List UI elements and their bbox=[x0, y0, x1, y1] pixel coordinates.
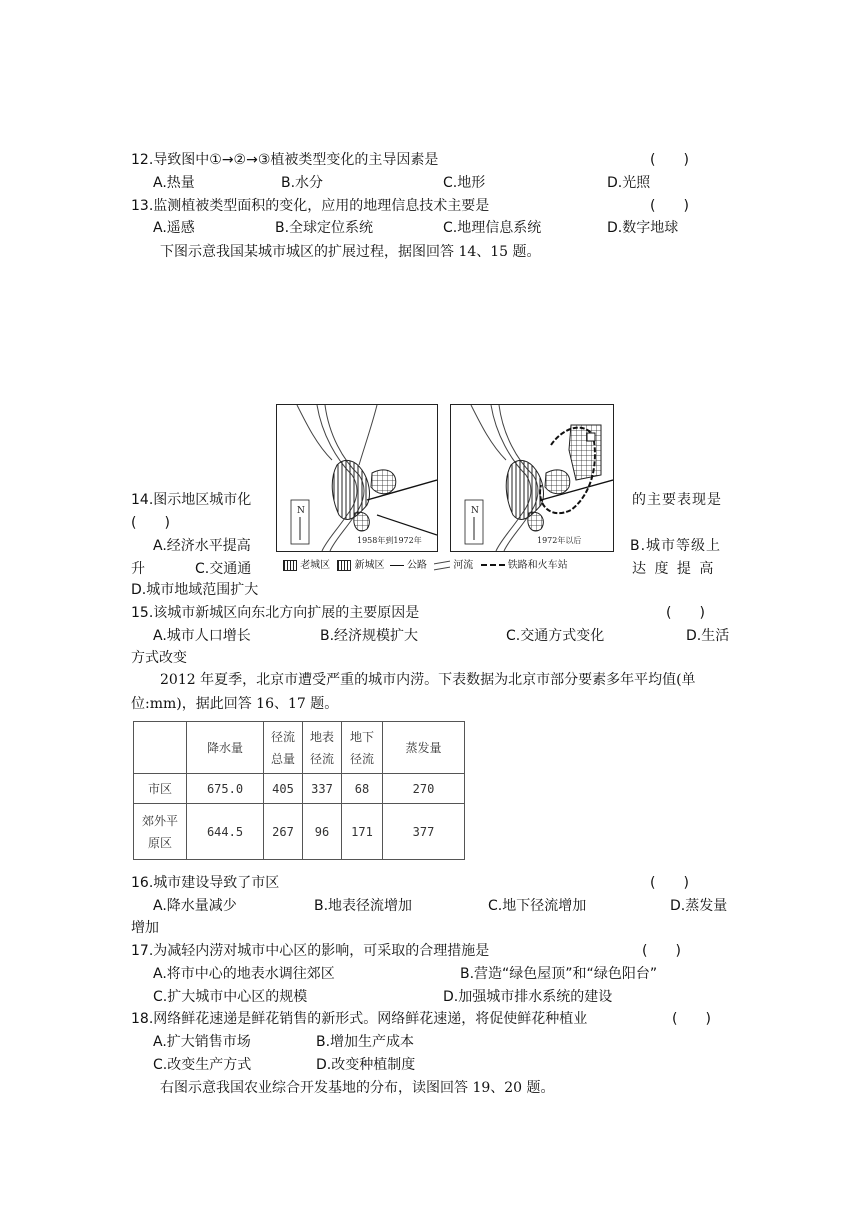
q13-option-c: C.地理信息系统 bbox=[443, 220, 542, 236]
q18-stem: 18.网络鲜花速递是鲜花销售的新形式。网络鲜花速递，将促使鲜花种植业 bbox=[131, 1011, 588, 1027]
city-map-after-1972 bbox=[450, 404, 614, 552]
road-swatch bbox=[390, 565, 404, 566]
q15-stem: 15.该城市新城区向东北方向扩展的主要原因是 bbox=[131, 605, 420, 621]
row-label-suburban-line1: 郊外平 bbox=[141, 813, 178, 828]
legend-river: 河流 bbox=[453, 560, 474, 571]
table-cell: 96 bbox=[303, 804, 342, 860]
table-cell: 675.0 bbox=[187, 774, 264, 804]
table-header-precipitation bbox=[187, 722, 264, 774]
q15-option-b: B.经济规模扩大 bbox=[320, 628, 419, 644]
city-map-1-drawing bbox=[277, 405, 437, 551]
header-evaporation-text: 蒸发量 bbox=[405, 741, 442, 755]
q15-option-d: D.生活 bbox=[686, 628, 730, 644]
header-total-runoff-line2: 总量 bbox=[270, 751, 295, 766]
intro-19-20: 右图示意我国农业综合开发基地的分布，读图回答 19、20 题。 bbox=[160, 1080, 555, 1096]
table-cell: 644.5 bbox=[187, 804, 264, 860]
beijing-water-table bbox=[133, 721, 465, 860]
table-row bbox=[134, 774, 465, 804]
q16-option-c: C.地下径流增加 bbox=[488, 898, 587, 914]
q13-option-a: A.遥感 bbox=[153, 220, 195, 236]
q18-option-d: D.改变种植制度 bbox=[316, 1057, 416, 1073]
q12-option-a: A.热量 bbox=[153, 175, 195, 191]
q14-stem-left: 14.图示地区城市化 bbox=[131, 492, 252, 508]
q17-option-b: B.营造“绿色屋顶”和“绿色阳台” bbox=[460, 966, 658, 982]
city-map-1958-1972 bbox=[276, 404, 438, 552]
legend-railway-station: 铁路和火车站 bbox=[507, 560, 568, 571]
q12-option-b: B.水分 bbox=[281, 175, 324, 191]
header-surface-runoff-line2: 径流 bbox=[309, 751, 334, 766]
q14-option-b: B.城市等级上 bbox=[630, 538, 722, 554]
q14-option-d: D.城市地域范围扩大 bbox=[131, 582, 259, 598]
q12-answer-blank: ( ) bbox=[650, 152, 689, 168]
table-cell: 171 bbox=[342, 804, 383, 860]
q16-option-b: B.地表径流增加 bbox=[314, 898, 413, 914]
legend-new-district: 新城区 bbox=[354, 560, 385, 571]
intro-16-17-line1: 2012 年夏季，北京市遭受严重的城市内涝。下表数据为北京市部分要素多年平均值(单 bbox=[160, 672, 696, 688]
header-precipitation-text: 降水量 bbox=[206, 741, 243, 755]
q16-option-a: A.降水量减少 bbox=[153, 898, 237, 914]
q17-option-d: D.加强城市排水系统的建设 bbox=[443, 989, 613, 1005]
q14-stem-right: 的主要表现是 bbox=[632, 492, 722, 508]
map1-period-label: 1958年到1972年 bbox=[357, 536, 422, 545]
table-row-label bbox=[134, 804, 187, 860]
north-label: N bbox=[297, 506, 305, 516]
table-cell: 68 bbox=[342, 774, 383, 804]
north-label-2: N bbox=[471, 506, 479, 516]
q18-option-a: A.扩大销售市场 bbox=[153, 1034, 251, 1050]
q15-option-d-wrap: 方式改变 bbox=[131, 650, 187, 666]
q18-option-c: C.改变生产方式 bbox=[153, 1057, 252, 1073]
q12-option-c: C.地形 bbox=[443, 175, 486, 191]
q13-answer-blank: ( ) bbox=[650, 198, 689, 214]
q15-option-c: C.交通方式变化 bbox=[506, 628, 605, 644]
q16-answer-blank: ( ) bbox=[650, 875, 689, 891]
table-header-corner bbox=[134, 722, 187, 774]
q15-option-a: A.城市人口增长 bbox=[153, 628, 251, 644]
header-groundwater-runoff-line2: 径流 bbox=[349, 751, 374, 766]
q17-option-a: A.将市中心的地表水调往郊区 bbox=[153, 966, 335, 982]
header-total-runoff-line1: 径流 bbox=[270, 729, 295, 744]
old-district-swatch bbox=[283, 560, 297, 571]
q16-stem: 16.城市建设导致了市区 bbox=[131, 875, 280, 891]
q16-option-d: D.蒸发量 bbox=[670, 898, 728, 914]
table-row-label bbox=[134, 774, 187, 804]
table-header-row bbox=[134, 722, 465, 774]
legend-old-district: 老城区 bbox=[300, 560, 331, 571]
table-header-evaporation bbox=[383, 722, 465, 774]
new-district-swatch bbox=[337, 560, 351, 571]
q12-stem: 12.导致图中①→②→③植被类型变化的主导因素是 bbox=[131, 152, 439, 168]
q13-option-d: D.数字地球 bbox=[607, 220, 679, 236]
q17-stem: 17.为减轻内涝对城市中心区的影响，可采取的合理措施是 bbox=[131, 943, 490, 959]
table-cell: 405 bbox=[264, 774, 303, 804]
q17-option-c: C.扩大城市中心区的规模 bbox=[153, 989, 308, 1005]
q14-option-b-wrap: 升 bbox=[131, 561, 145, 577]
intro-14-15: 下图示意我国某城市城区的扩展过程，据图回答 14、15 题。 bbox=[160, 244, 541, 260]
header-groundwater-runoff-line1: 地下 bbox=[349, 729, 374, 744]
table-row bbox=[134, 804, 465, 860]
q14-option-a: A.经济水平提高 bbox=[153, 538, 251, 554]
q14-answer-blank: ( ) bbox=[131, 515, 170, 531]
table-header-total-runoff bbox=[264, 722, 303, 774]
q17-answer-blank: ( ) bbox=[642, 943, 681, 959]
q15-answer-blank: ( ) bbox=[666, 605, 705, 621]
q18-option-b: B.增加生产成本 bbox=[316, 1034, 415, 1050]
table-cell: 270 bbox=[383, 774, 465, 804]
river-swatch bbox=[434, 560, 450, 570]
q12-option-d: D.光照 bbox=[607, 175, 651, 191]
table-cell: 377 bbox=[383, 804, 465, 860]
map2-period-label: 1972年以后 bbox=[537, 536, 582, 545]
q13-stem: 13.监测植被类型面积的变化，应用的地理信息技术主要是 bbox=[131, 198, 490, 214]
city-map-2-drawing bbox=[451, 405, 613, 551]
table-cell: 267 bbox=[264, 804, 303, 860]
map-legend bbox=[283, 556, 568, 571]
legend-road: 公路 bbox=[406, 560, 427, 571]
row-label-suburban-line2: 原区 bbox=[147, 835, 172, 850]
table-header-groundwater-runoff bbox=[342, 722, 383, 774]
intro-16-17-line2: 位:mm)，据此回答 16、17 题。 bbox=[131, 696, 339, 712]
q16-option-d-wrap: 增加 bbox=[131, 920, 159, 936]
q14-option-c: C.交通通 bbox=[195, 561, 252, 577]
q13-option-b: B.全球定位系统 bbox=[275, 220, 374, 236]
row-label-urban: 市区 bbox=[147, 782, 172, 796]
table-header-surface-runoff bbox=[303, 722, 342, 774]
railway-swatch bbox=[481, 564, 505, 566]
q18-answer-blank: ( ) bbox=[672, 1011, 711, 1027]
header-surface-runoff-line1: 地表 bbox=[309, 729, 334, 744]
table-cell: 337 bbox=[303, 774, 342, 804]
q14-option-c-continued: 达 度 提 高 bbox=[632, 561, 714, 577]
